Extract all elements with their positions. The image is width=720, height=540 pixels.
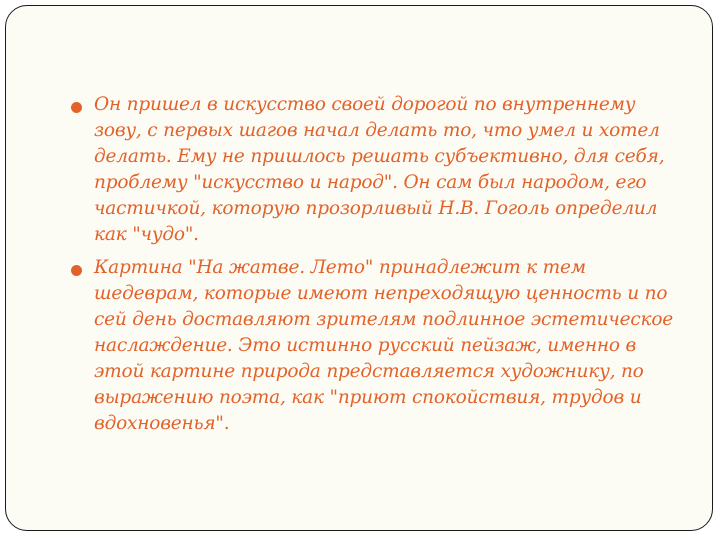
bullet-text: Картина "На жатве. Лето" принадлежит к тем шедеврам, которые имеют непреходящую ценность и по сей день доставляют зрителям подлинное эстетическое наслаждение. Это истинно русский пейзаж, именно в этой картине природа представляется художнику, по выражению поэта, как "приют спокойствия, трудов и вдохновенья". (94, 257, 674, 434)
bullet-item (68, 92, 680, 248)
bullet-item (68, 255, 680, 437)
bullet-dot-icon (71, 102, 82, 113)
slide-frame (5, 5, 713, 531)
bullet-text: Он пришел в искусство своей дорогой по внутреннему зову, с первых шагов начал делать то, что умел и хотел делать. Ему не пришлось решать субъективно, для себя, проблему "искусство и народ". Он сам был народом, его частичкой, которую прозорливый Н.В. Гоголь определил как "чудо". (94, 94, 665, 245)
bullet-dot-icon (71, 265, 82, 276)
bullet-list (68, 92, 680, 444)
